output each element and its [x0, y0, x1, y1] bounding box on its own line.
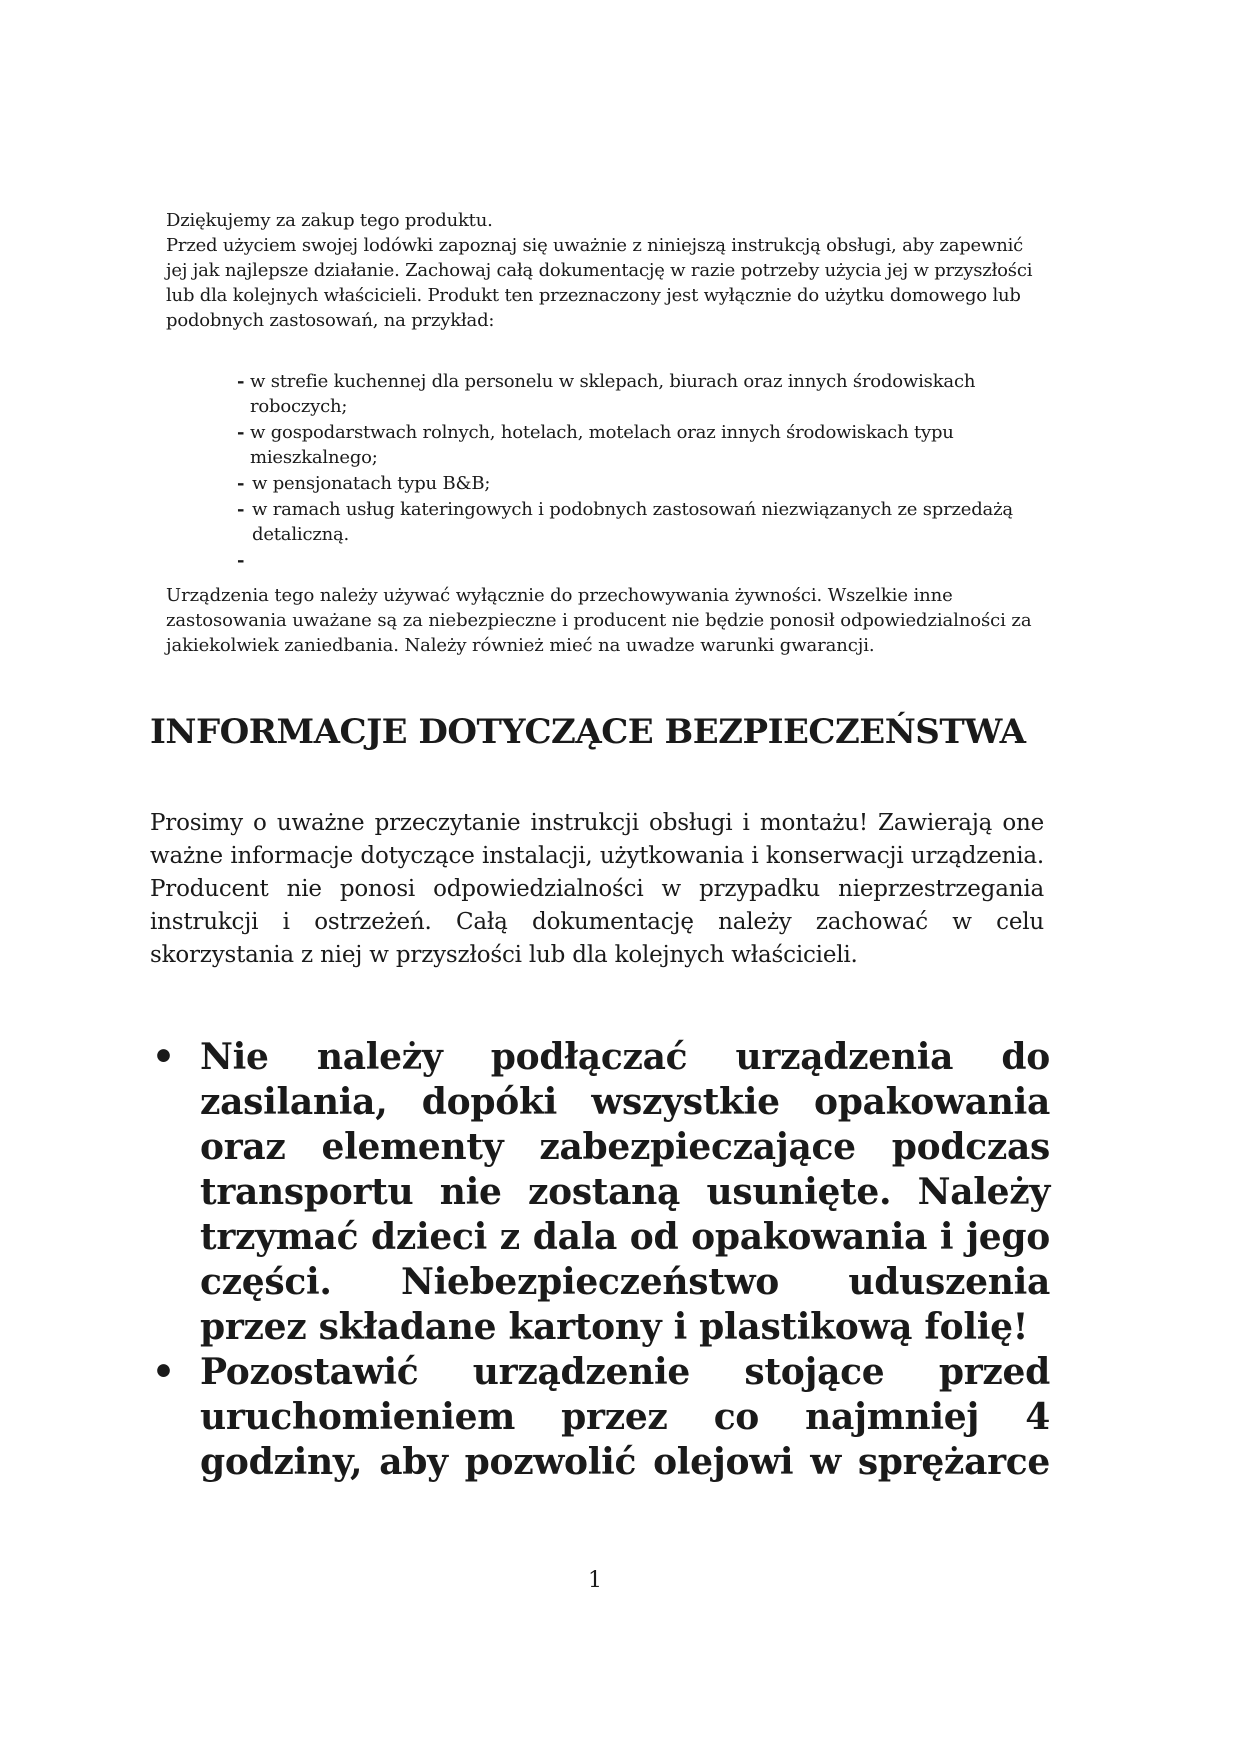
dash-marker: - — [237, 473, 245, 494]
bullet-icon: • — [152, 1351, 175, 1393]
dash-marker: - — [237, 371, 245, 392]
list-item — [150, 1350, 1050, 1485]
safety-intro: Prosimy o uważne przeczytanie instrukcji obsługi i montażu! Zawierają one ważne informacje dotyczące instalacji, użytkowania i konserwacji urządzenia. Producent nie ponosi odpowiedzialności w przypadku nieprzestrzegania instrukcji i ostrzeżeń. Całą dokumentację należy zachować w celu skorzystania z niej w przyszłości lub dla kolejnych właścicieli. — [150, 810, 1044, 968]
safety-bullets — [150, 1035, 1050, 1485]
intended-uses-list — [237, 369, 1037, 571]
list-item-text: w strefie kuchennej dla personelu w sklepach, biurach oraz innych środowiskach roboczych; — [250, 371, 976, 417]
list-item-text: w pensjonatach typu B&B; — [252, 473, 491, 494]
safety-heading: INFORMACJE DOTYCZĄCE BEZPIECZEŃSTWA — [150, 712, 1026, 752]
bullet-text: Nie należy podłączać urządzenia do zasilania, dopóki wszystkie opakowania oraz elementy zabezpieczające podczas transportu nie zostaną usunięte. Należy trzymać dzieci z dala od opakowania i jego części. Niebezpieczeństwo uduszenia przez składane kartony i plastikową folię! — [200, 1036, 1050, 1348]
dash-marker: - — [237, 499, 245, 520]
list-item — [237, 420, 1037, 470]
list-item — [237, 471, 1037, 496]
usage-warning: Urządzenia tego należy używać wyłącznie do przechowywania żywności. Wszelkie inne zastosowania uważane są za niebezpieczne i producent nie będzie ponosił odpowiedzialności za jakiekolwiek zaniedbania. Należy również mieć na uwadze warunki gwarancji. — [166, 585, 1032, 656]
dash-marker: - — [237, 422, 245, 443]
list-item — [150, 1035, 1050, 1350]
intro-thanks: Dziękujemy za zakup tego produktu. — [166, 210, 493, 231]
dash-marker: - — [237, 550, 245, 571]
list-item — [237, 369, 1037, 419]
list-item-text: w gospodarstwach rolnych, hotelach, motelach oraz innych środowiskach typu mieszkalnego; — [250, 422, 954, 468]
list-item-empty — [237, 548, 1037, 570]
intro-section — [166, 208, 1046, 333]
intro-body: Przed użyciem swojej lodówki zapoznaj się uważnie z niniejszą instrukcją obsługi, aby zapewnić jej jak najlepsze działanie. Zachowaj całą dokumentację w razie potrzeby użycia jej w przyszłości lub dla kolejnych właścicieli. Produkt ten przeznaczony jest wyłącznie do użytku domowego lub podobnych zastosowań, na przykład: — [166, 235, 1033, 331]
list-item — [237, 497, 1037, 547]
page-number: 1 — [588, 1568, 602, 1593]
bullet-icon: • — [152, 1036, 175, 1078]
bullet-text: Pozostawić urządzenie stojące przed uruchomieniem przez co najmniej 4 godziny, aby pozwolić olejowi w sprężarce — [200, 1351, 1050, 1483]
list-item-text: w ramach usług kateringowych i podobnych zastosowań niezwiązanych ze sprzedażą detaliczną. — [252, 499, 1013, 545]
